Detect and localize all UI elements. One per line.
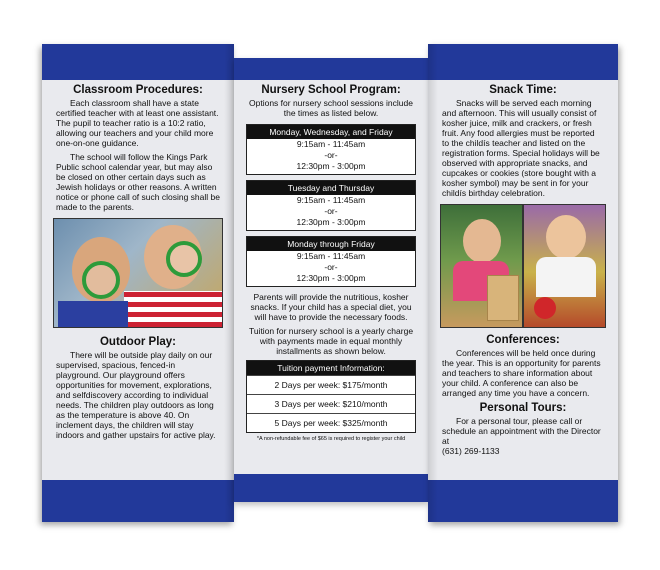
schedule-am: 9:15am - 11:45am [296,139,366,149]
nursery-program-intro: Options for nursery school sessions include the times as listed below. [249,98,413,118]
bottom-band [428,480,618,522]
boy-with-toys-photo [523,204,606,328]
schedule-days: Monday, Wednesday, and Friday [247,125,415,139]
classroom-procedures-para1: Each classroom shall have a state certified teacher with at least one assistant. The pupil to teacher ratio is a 10:2 ratio, allowing our teachers and your child more one-on-one guidance. [56,98,219,148]
schedule-mwf [246,124,416,175]
snack-time-para: Snacks will be served each morning and afternoon. This will usually consist of kosher juice, milk and crackers, or fresh fruit. Any food allergies must be reported to the childís teacher and listed on the registration forms. Special holidays will be observed with appropriate snacks, and cupcakes or cookies (store bought with a kosher symbol) may be sent in for your childís birthday celebration. [442,98,600,198]
top-band [428,44,618,80]
schedule-am: 9:15am - 11:45am [296,251,366,261]
schedule-pm: 12:30pm - 3:00pm [296,273,366,283]
snacks-note: Parents will provide the nutritious, kosher snacks. If your child has a special diet, you will have to provide the necessary foods. [250,292,412,322]
tuition-row: 2 Days per week: $175/month [247,375,415,394]
left-panel [42,44,234,522]
middle-content [234,84,428,470]
schedule-or: -or- [324,262,338,272]
schedule-or: -or- [324,206,338,216]
tuition-row: 5 Days per week: $325/month [247,413,415,432]
top-band [42,44,234,80]
red-toy [534,297,556,319]
right-content [428,84,618,476]
phone-number: (631) 269-1133 [442,446,500,456]
striped-shirt [124,291,223,327]
left-content [42,84,234,476]
boy-white-shirt [536,257,596,297]
schedule-tt [246,180,416,231]
conferences-heading: Conferences: [486,334,560,346]
middle-panel [234,58,428,502]
schedule-pm: 12:30pm - 3:00pm [296,161,366,171]
tuition-table [246,360,416,433]
nursery-program-heading: Nursery School Program: [261,84,401,96]
tuition-row: 3 Days per week: $210/month [247,394,415,413]
outdoor-play-para: There will be outside play daily on our supervised, spacious, fenced-in playground. Our playground offers opportunities for movement, explorations, and selfdiscovery according to individual needs. The children play outdoors as long as the temperature is above 40. On inclement days, the children will stay indoors and gather upstairs for active play. [56,350,216,440]
blue-shirt [58,301,128,327]
magnifier-right [166,241,202,277]
tuition-footnote: *A non-refundable fee of $65 is required to register your child [256,436,406,442]
bottom-band [42,480,234,522]
right-panel [428,44,618,522]
schedule-days: Monday through Friday [247,237,415,251]
magnifier-left [82,261,120,299]
children-blocks-photos [440,204,606,328]
conferences-para: Conferences will be held once during the year. This is an opportunity for parents and teachers to share information about your child. A conference can also be arranged any time you have a concern. [442,348,601,398]
tuition-note: Tuition for nursery school is a yearly charge with payments made in equal monthly installments as shown below. [248,326,414,356]
top-band [234,58,428,80]
classroom-procedures-heading: Classroom Procedures: [73,84,203,96]
tuition-header: Tuition payment Information: [247,361,415,375]
schedule-am: 9:15am - 11:45am [296,195,366,205]
bottom-band [234,474,428,502]
classroom-procedures-para2: The school will follow the Kings Park Public school calendar year, but may also be closed on other certain days such as Jewish holidays or other reasons. A written notice or phone call of such closing shall be made to the parents. [56,152,220,212]
schedule-days: Tuesday and Thursday [247,181,415,195]
wooden-blocks [487,275,519,321]
snack-time-heading: Snack Time: [489,84,557,96]
personal-tours-para: For a personal tour, please call or schedule an appointment with the Director at [442,416,601,446]
children-magnifier-photo [53,218,223,328]
boy-head [546,215,586,259]
outdoor-play-heading: Outdoor Play: [99,336,177,348]
personal-tours-heading: Personal Tours: [479,402,567,414]
schedule-or: -or- [324,150,338,160]
girl-with-blocks-photo [440,204,523,328]
girl-head [463,219,501,263]
schedule-pm: 12:30pm - 3:00pm [296,217,366,227]
schedule-mf [246,236,416,287]
